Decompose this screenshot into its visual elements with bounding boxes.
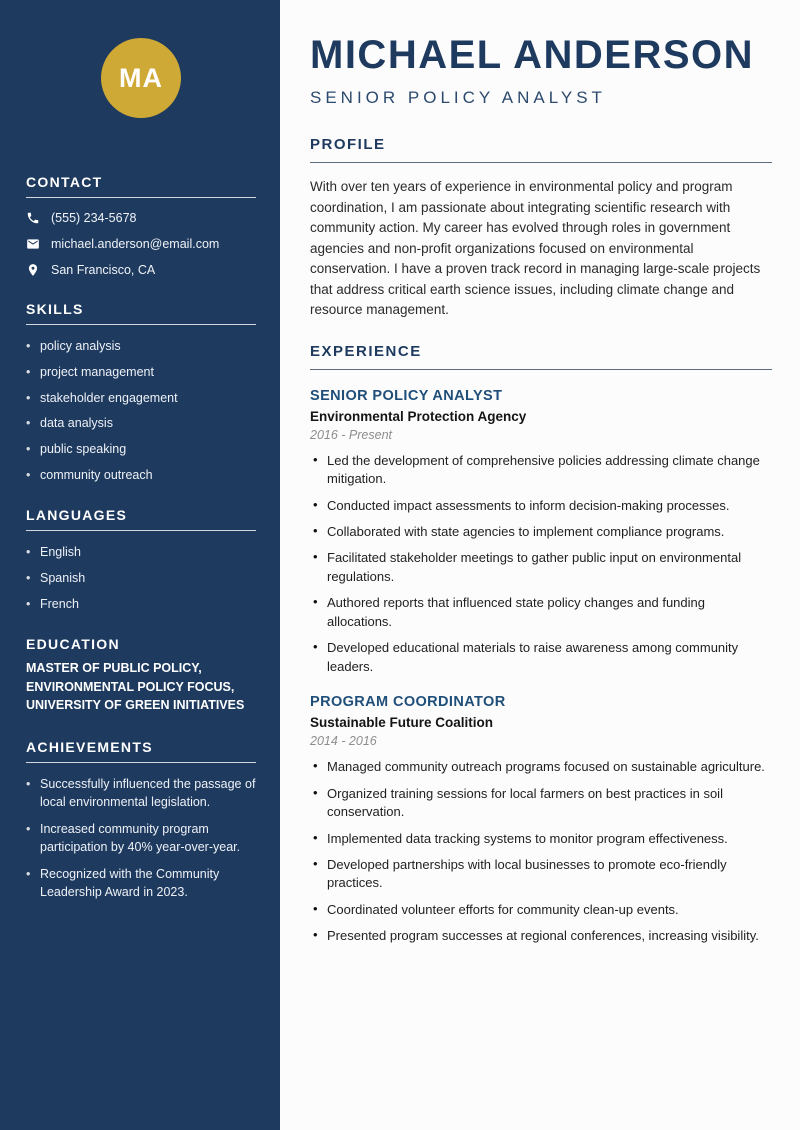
languages-list	[26, 544, 256, 612]
location-text: San Francisco, CA	[51, 263, 156, 277]
job-bullet-list	[310, 758, 772, 946]
job-bullet: • Managed community outreach programs focused on sustainable agriculture.	[310, 758, 772, 776]
languages-section	[26, 507, 256, 612]
achievements-divider	[26, 762, 256, 763]
education-heading: EDUCATION	[26, 635, 120, 652]
job-bullet: • Conducted impact assessments to inform decision-making processes.	[310, 497, 772, 515]
job-bullet-list	[310, 452, 772, 677]
language-item: • French	[26, 596, 256, 612]
main-content	[280, 0, 800, 1130]
profile-heading: PROFILE	[310, 136, 772, 163]
skill-item: • public speaking	[26, 441, 256, 457]
location-icon	[26, 263, 40, 277]
achievements-section	[26, 739, 256, 901]
languages-divider	[26, 530, 256, 531]
avatar-initials: MA	[119, 62, 163, 93]
job-company: Sustainable Future Coalition	[310, 715, 494, 731]
education-section	[26, 636, 256, 715]
sidebar	[0, 0, 280, 1130]
skill-item: • data analysis	[26, 415, 256, 431]
job-bullet: • Presented program successes at regional conferences, increasing visibility.	[310, 927, 772, 945]
person-name: MICHAEL ANDERSON	[310, 33, 755, 77]
job-bullet: • Collaborated with state agencies to implement compliance programs.	[310, 523, 772, 541]
job-role: PROGRAM COORDINATOR	[310, 694, 506, 711]
job-entry	[310, 388, 772, 677]
skills-list	[26, 338, 256, 483]
skill-item: • community outreach	[26, 467, 256, 483]
experience-heading: EXPERIENCE	[310, 343, 772, 370]
contact-section	[26, 174, 256, 277]
job-bullet: • Led the development of comprehensive policies addressing climate change mitigation.	[310, 452, 772, 489]
skill-item: • stakeholder engagement	[26, 390, 256, 406]
education-line: UNIVERSITY OF GREEN INITIATIVES	[26, 698, 245, 713]
achievement-item: • Successfully influenced the passage of local environmental legislation.	[26, 776, 256, 811]
job-bullet: • Organized training sessions for local farmers on best practices in soil conservation.	[310, 785, 772, 822]
job-company: Environmental Protection Agency	[310, 408, 527, 424]
achievements-list	[26, 776, 256, 901]
achievement-item: • Recognized with the Community Leadership Award in 2023.	[26, 866, 256, 901]
contact-heading: CONTACT	[26, 174, 103, 190]
skill-item: • policy analysis	[26, 338, 256, 354]
job-bullet: • Implemented data tracking systems to monitor program effectiveness.	[310, 830, 772, 848]
profile-text: With over ten years of experience in environmental policy and program coordination, I am passionate about integrating scientific research with community action. My career has evolved through roles in government agencies and non-profit organizations focused on environmental conservation. I have a proven track record in managing large-scale projects that address critical earth science issues, including climate change and resource management.	[310, 179, 761, 318]
job-role: SENIOR POLICY ANALYST	[310, 387, 503, 404]
email-text: michael.anderson@email.com	[51, 237, 220, 251]
job-bullet: • Facilitated stakeholder meetings to gather public input on environmental regulations.	[310, 549, 772, 586]
job-dates: 2014 - 2016	[310, 734, 377, 749]
email-icon	[26, 237, 40, 251]
education-line: MASTER OF PUBLIC POLICY,	[26, 660, 202, 675]
skill-item: • project management	[26, 364, 256, 380]
job-dates: 2016 - Present	[310, 427, 392, 442]
job-entry	[310, 694, 772, 946]
education-line: ENVIRONMENTAL POLICY FOCUS,	[26, 679, 235, 694]
skills-divider	[26, 324, 256, 325]
language-item: • Spanish	[26, 570, 256, 586]
job-bullet: • Coordinated volunteer efforts for community clean-up events.	[310, 901, 772, 919]
contact-item-email	[26, 237, 256, 251]
phone-icon	[26, 211, 40, 225]
language-item: • English	[26, 544, 256, 560]
phone-text: (555) 234-5678	[51, 211, 137, 225]
profile-section	[310, 136, 772, 321]
job-bullet: • Authored reports that influenced state policy changes and funding allocations.	[310, 594, 772, 631]
achievement-item: • Increased community program participation by 40% year-over-year.	[26, 821, 256, 856]
skills-heading: SKILLS	[26, 301, 84, 317]
experience-section	[310, 343, 772, 946]
job-bullet: • Developed educational materials to raise awareness among community leaders.	[310, 639, 772, 676]
person-job-title: SENIOR POLICY ANALYST	[310, 88, 606, 107]
contact-item-location	[26, 263, 256, 277]
achievements-heading: ACHIEVEMENTS	[26, 739, 153, 755]
contact-item-phone	[26, 211, 256, 225]
avatar	[101, 38, 181, 118]
job-bullet: • Developed partnerships with local businesses to promote eco-friendly practices.	[310, 856, 772, 893]
skills-section	[26, 301, 256, 483]
languages-heading: LANGUAGES	[26, 507, 128, 523]
contact-divider	[26, 197, 256, 198]
